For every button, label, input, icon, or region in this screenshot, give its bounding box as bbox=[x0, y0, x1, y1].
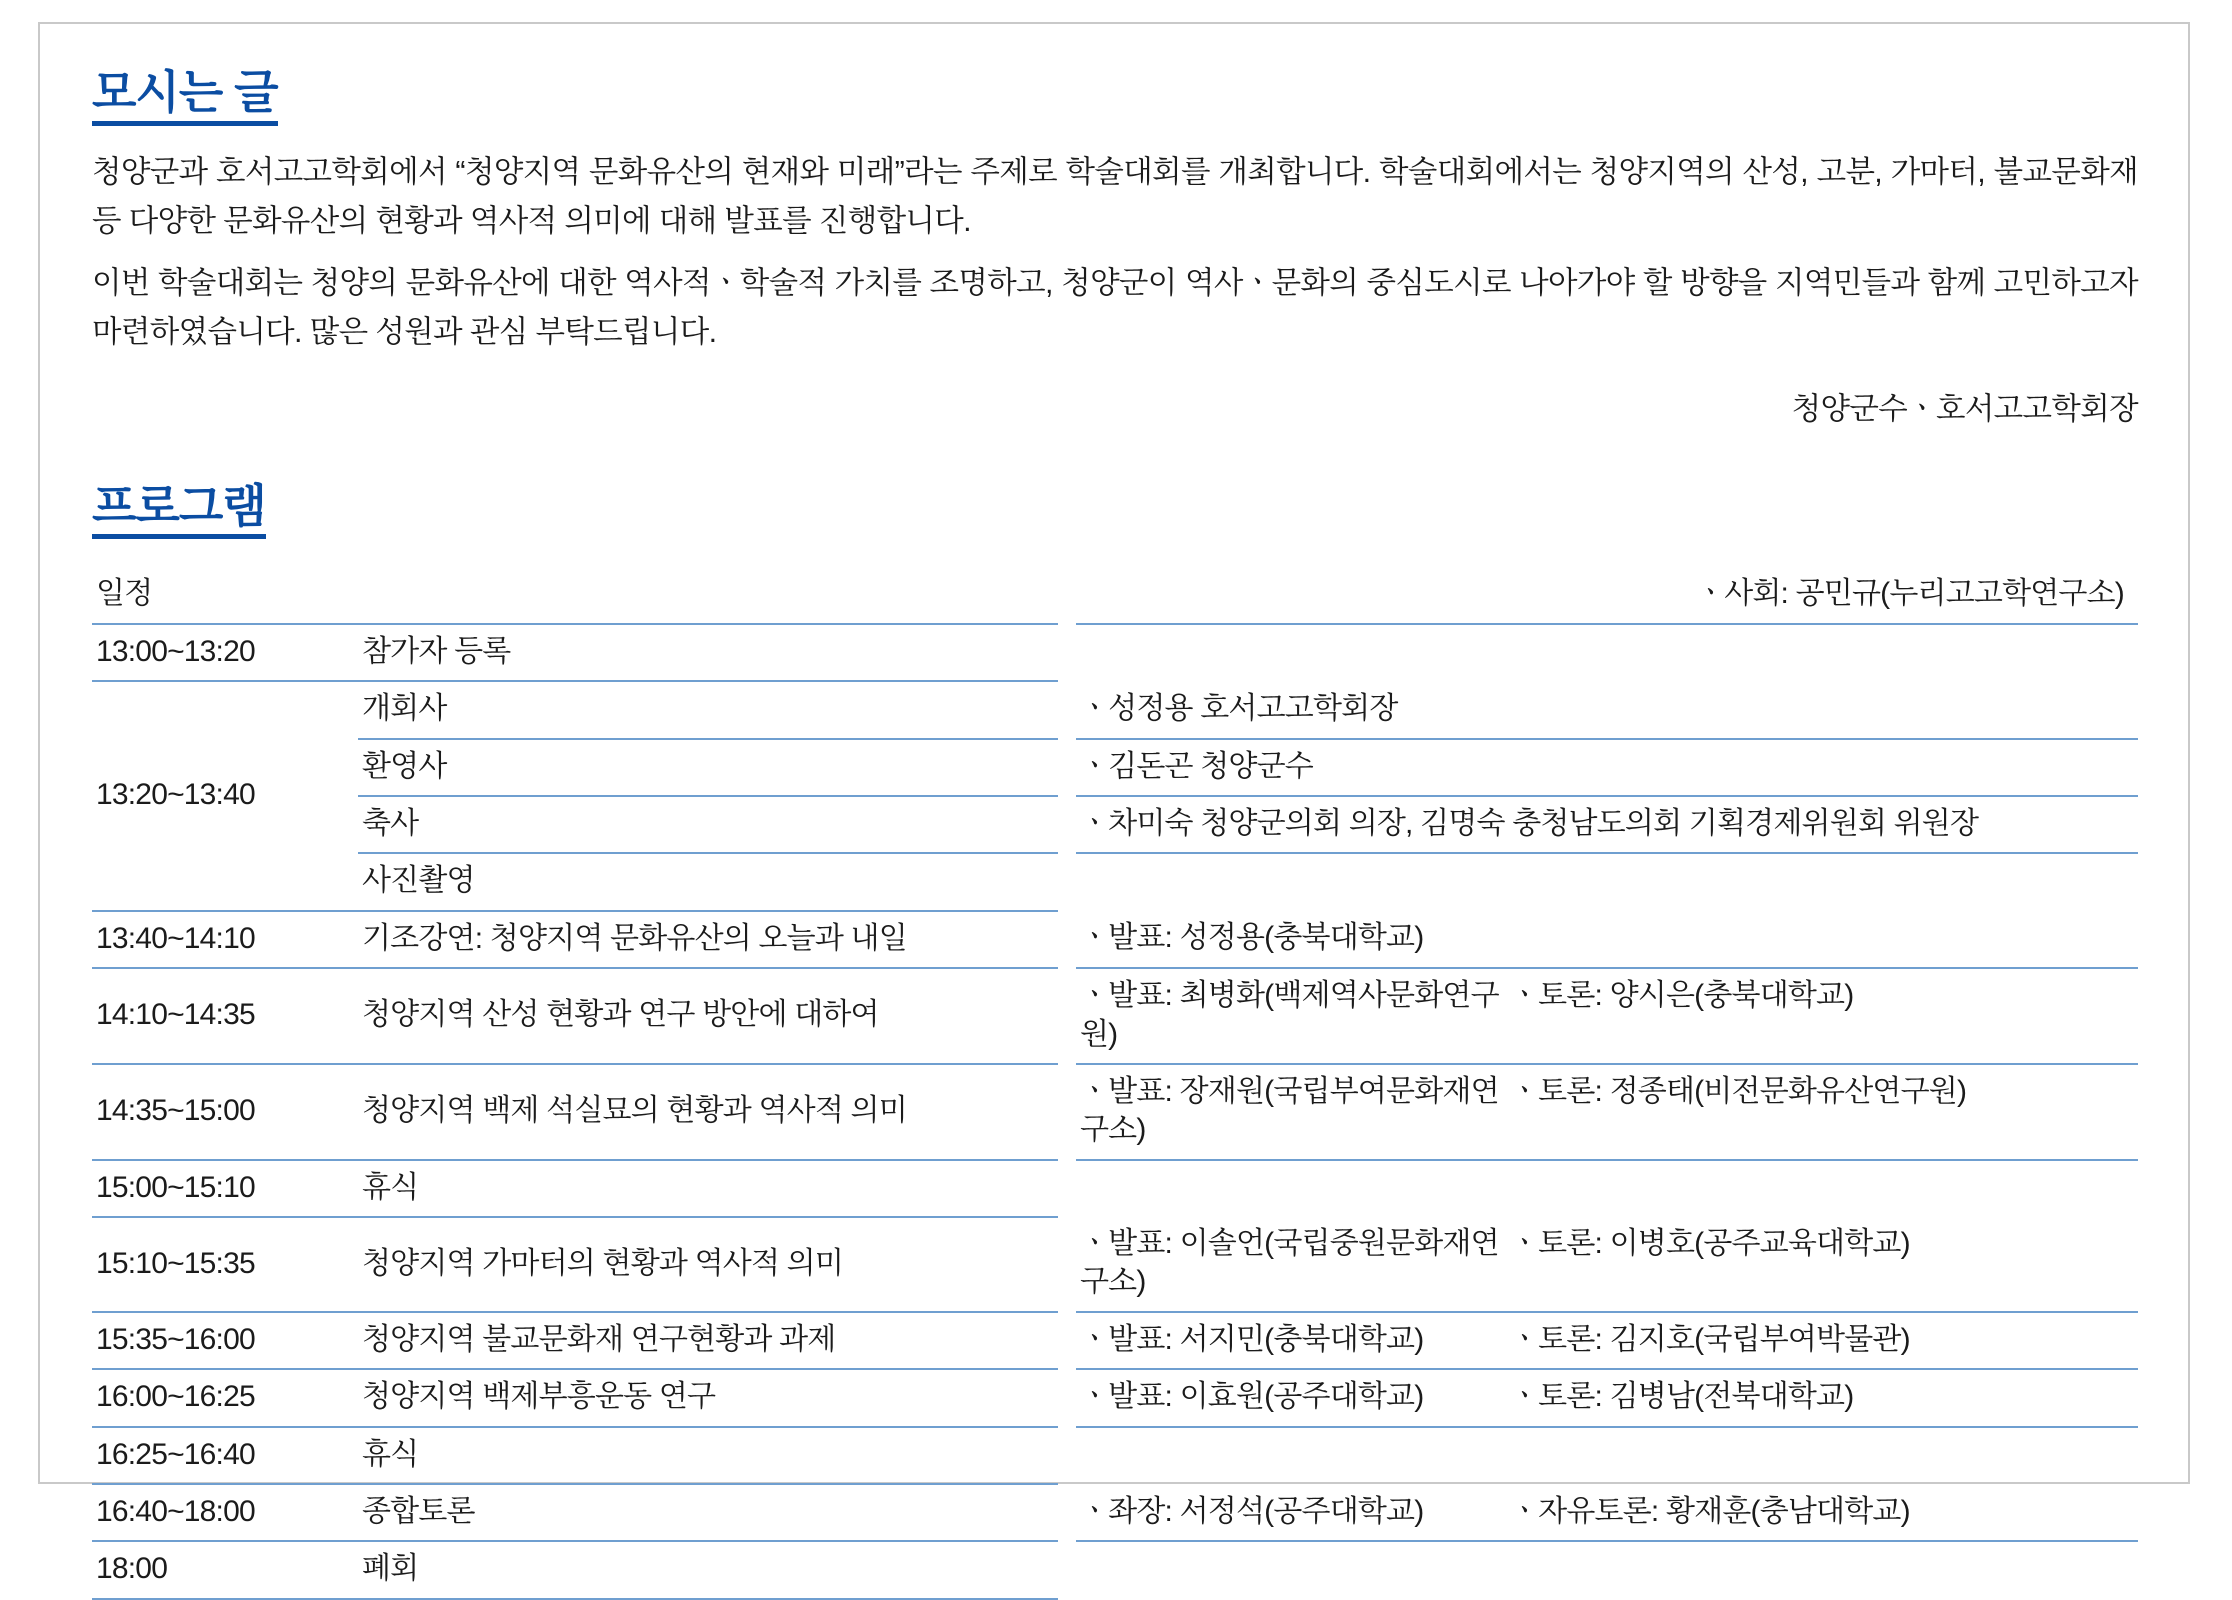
column-gap bbox=[1058, 968, 1076, 1064]
row-time: 15:00~15:10 bbox=[92, 1160, 358, 1217]
row-title: 청양지역 백제부흥운동 연구 bbox=[358, 1369, 1058, 1426]
row-time: 15:10~15:35 bbox=[92, 1217, 358, 1312]
greeting-heading: 모시는 글 bbox=[92, 66, 278, 126]
row-discussant: ㆍ토론: 이병호(공주교육대학교) bbox=[1510, 1227, 1910, 1261]
row-title: 참가자 등록 bbox=[358, 624, 1058, 681]
column-gap bbox=[1058, 1484, 1076, 1541]
row-people bbox=[1076, 1160, 2138, 1217]
row-people: ㆍ발표: 성정용(충북대학교) bbox=[1076, 911, 2138, 968]
table-row bbox=[92, 853, 2138, 910]
column-gap bbox=[1058, 1064, 1076, 1160]
row-chair: ㆍ좌장: 서정석(공주대학교) bbox=[1080, 1494, 1424, 1528]
header-people: ㆍ사회: 공민규(누리고고학연구소) bbox=[1076, 567, 2138, 623]
row-time: 14:10~14:35 bbox=[92, 968, 358, 1064]
poster-content bbox=[92, 48, 2152, 1600]
row-people bbox=[1076, 1541, 2138, 1598]
greeting-signature: 청양군수ㆍ호서고고학회장 bbox=[1791, 391, 2138, 426]
row-title: 기조강연: 청양지역 문화유산의 오늘과 내일 bbox=[358, 911, 1058, 968]
row-presenter: ㆍ발표: 이효원(공주대학교) bbox=[1080, 1380, 1424, 1414]
row-title: 개회사 bbox=[358, 681, 1058, 738]
row-time: 16:00~16:25 bbox=[92, 1369, 358, 1426]
row-time: 18:00 bbox=[92, 1541, 358, 1598]
table-header-row bbox=[92, 567, 2138, 623]
row-title: 휴식 bbox=[358, 1160, 1058, 1217]
row-time: 13:40~14:10 bbox=[92, 911, 358, 968]
header-title bbox=[358, 567, 1058, 623]
row-title: 청양지역 가마터의 현황과 역사적 의미 bbox=[358, 1217, 1058, 1312]
row-title: 사진촬영 bbox=[358, 853, 1058, 910]
row-title: 청양지역 산성 현황과 연구 방안에 대하여 bbox=[358, 968, 1058, 1064]
column-gap bbox=[1058, 1541, 1076, 1598]
header-time: 일정 bbox=[92, 567, 358, 623]
row-discussant: ㆍ토론: 김지호(국립부여박물관) bbox=[1510, 1322, 1910, 1356]
column-gap bbox=[1058, 739, 1076, 796]
row-people: ㆍ차미숙 청양군의회 의장, 김명숙 충청남도의회 기획경제위원회 위원장 bbox=[1076, 796, 2138, 853]
row-people bbox=[1076, 1484, 2138, 1541]
column-gap bbox=[1058, 1312, 1076, 1369]
row-discussant: ㆍ토론: 양시은(충북대학교) bbox=[1510, 979, 1854, 1013]
row-time: 15:35~16:00 bbox=[92, 1312, 358, 1369]
poster-page bbox=[38, 22, 2190, 1586]
greeting-paragraph-2: 이번 학술대회는 청양의 문화유산에 대한 역사적ㆍ학술적 가치를 조명하고, 청양군이 역사ㆍ문화의 중심도시로 나아가야 할 방향을 지역민들과 함께 고민하고자 마련하였습니다. 많은 성원과 관심 부탁드립니다. bbox=[92, 265, 2138, 350]
table-row bbox=[92, 968, 2138, 1064]
row-people bbox=[1076, 1217, 2138, 1312]
row-discussant: ㆍ토론: 김병남(전북대학교) bbox=[1510, 1380, 1854, 1414]
table-row bbox=[92, 1369, 2138, 1426]
row-title: 폐회 bbox=[358, 1541, 1058, 1598]
row-people bbox=[1076, 1312, 2138, 1369]
row-presenter: ㆍ발표: 서지민(충북대학교) bbox=[1080, 1322, 1424, 1356]
column-gap bbox=[1058, 681, 1076, 738]
row-discussant: ㆍ토론: 정종태(비전문화유산연구원) bbox=[1510, 1074, 1967, 1108]
table-row bbox=[92, 1312, 2138, 1369]
table-row bbox=[92, 681, 2138, 738]
table-row bbox=[92, 1484, 2138, 1541]
table-row bbox=[92, 911, 2138, 968]
row-presenter: ㆍ발표: 이솔언(국립중원문화재연구소) bbox=[1080, 1227, 1499, 1299]
row-presenter: ㆍ발표: 최병화(백제역사문화연구원) bbox=[1080, 979, 1499, 1051]
row-time: 16:40~18:00 bbox=[92, 1484, 358, 1541]
row-people bbox=[1076, 1064, 2138, 1160]
row-title: 축사 bbox=[358, 796, 1058, 853]
row-people bbox=[1076, 1369, 2138, 1426]
table-row bbox=[92, 1160, 2138, 1217]
program-heading: 프로그램 bbox=[92, 480, 266, 540]
row-title: 청양지역 백제 석실묘의 현황과 역사적 의미 bbox=[358, 1064, 1058, 1160]
table-row bbox=[92, 1217, 2138, 1312]
column-gap bbox=[1058, 911, 1076, 968]
program-table bbox=[92, 567, 2138, 1599]
column-gap bbox=[1058, 1217, 1076, 1312]
row-presenter: ㆍ발표: 장재원(국립부여문화재연구소) bbox=[1080, 1074, 1499, 1147]
row-title: 청양지역 불교문화재 연구현황과 과제 bbox=[358, 1312, 1058, 1369]
row-title: 종합토론 bbox=[358, 1484, 1058, 1541]
column-gap bbox=[1058, 853, 1076, 910]
row-people bbox=[1076, 853, 2138, 910]
row-open-discussion: ㆍ자유토론: 황재훈(충남대학교) bbox=[1510, 1494, 1910, 1528]
column-gap bbox=[1058, 1160, 1076, 1217]
table-row bbox=[92, 796, 2138, 853]
row-people bbox=[1076, 968, 2138, 1064]
column-gap bbox=[1058, 796, 1076, 853]
row-people: ㆍ성정용 호서고고학회장 bbox=[1076, 681, 2138, 738]
row-time: 13:00~13:20 bbox=[92, 624, 358, 681]
row-people bbox=[1076, 1427, 2138, 1484]
row-time: 14:35~15:00 bbox=[92, 1064, 358, 1160]
table-row bbox=[92, 1427, 2138, 1484]
row-people: ㆍ김돈곤 청양군수 bbox=[1076, 739, 2138, 796]
table-row bbox=[92, 739, 2138, 796]
column-gap bbox=[1058, 1369, 1076, 1426]
row-title: 휴식 bbox=[358, 1427, 1058, 1484]
column-gap bbox=[1058, 567, 1076, 623]
row-time: 13:20~13:40 bbox=[92, 681, 358, 911]
column-gap bbox=[1058, 624, 1076, 681]
column-gap bbox=[1058, 1427, 1076, 1484]
greeting-paragraph-1: 청양군과 호서고고학회에서 “청양지역 문화유산의 현재와 미래”라는 주제로 학술대회를 개최합니다. 학술대회에서는 청양지역의 산성, 고분, 가마터, 불교문화재 등 다양한 문화유산의 현황과 역사적 의미에 대해 발표를 진행합니다. bbox=[92, 154, 2138, 239]
row-title: 환영사 bbox=[358, 739, 1058, 796]
table-row bbox=[92, 624, 2138, 681]
row-people bbox=[1076, 624, 2138, 681]
row-time: 16:25~16:40 bbox=[92, 1427, 358, 1484]
table-row bbox=[92, 1064, 2138, 1160]
table-row bbox=[92, 1541, 2138, 1598]
